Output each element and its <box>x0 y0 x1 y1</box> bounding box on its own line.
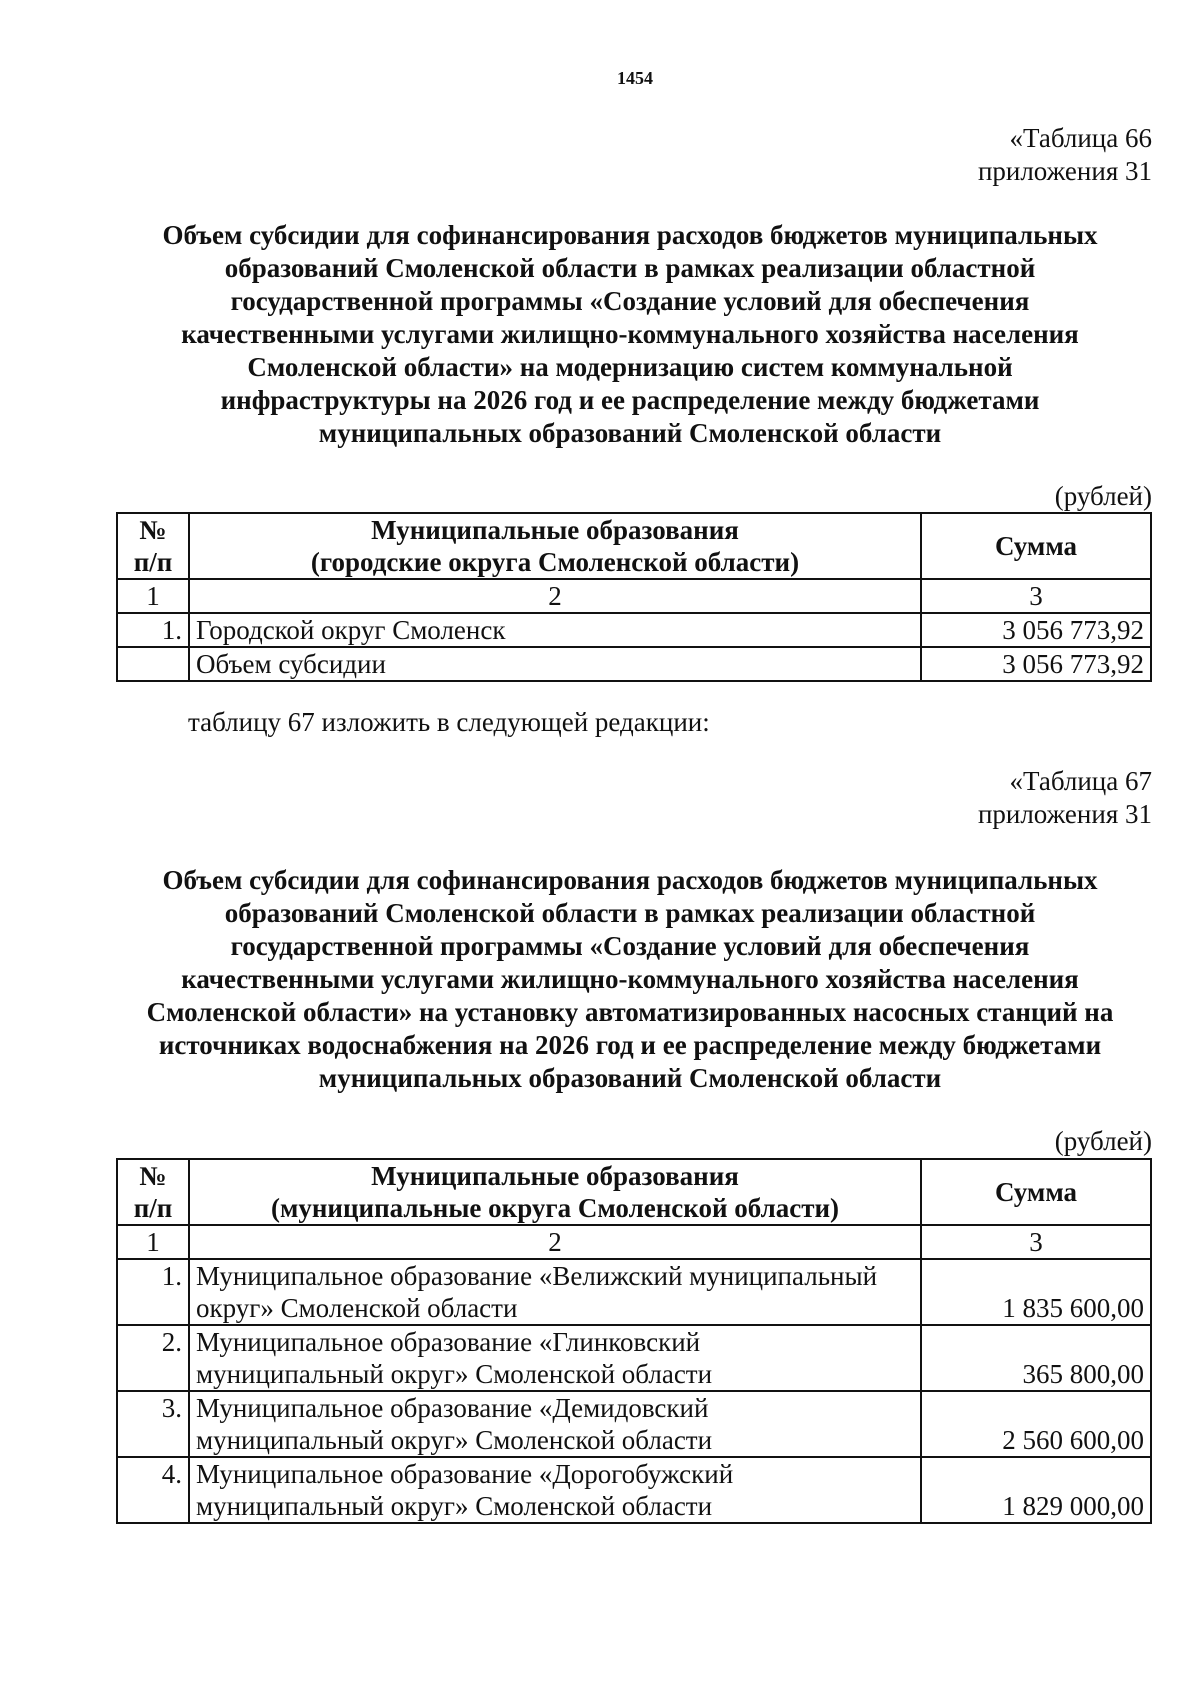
table-index-row: 1 2 3 <box>117 579 1151 613</box>
table66-unit: (рублей) <box>1054 481 1152 511</box>
heading-line: муниципальных образований Смоленской области <box>318 1063 942 1093</box>
table67 <box>116 1158 1152 1524</box>
heading-line: источниках водоснабжения на 2026 год и ее распределение между бюджетами <box>158 1030 1102 1060</box>
table67-unit: (рублей) <box>1054 1126 1152 1156</box>
table67-ref-line1: «Таблица 67 <box>1009 766 1152 796</box>
table-row: 3. Муниципальное образование «Демидовский муниципальный округ» Смоленской области 2 560 600,00 <box>117 1391 1151 1457</box>
header-sum: Сумма <box>921 1159 1151 1225</box>
table-row: 1. Муниципальное образование «Велижский муниципальный округ» Смоленской области 1 835 600,00 <box>117 1259 1151 1325</box>
header-municipalities: Муниципальные образования (муниципальные округа Смоленской области) <box>189 1159 921 1225</box>
heading-line: качественными услугами жилищно-коммунального хозяйства населения <box>181 964 1079 994</box>
table67-heading <box>110 864 1150 1095</box>
table-total-row: Объем субсидии 3 056 773,92 <box>117 647 1151 681</box>
heading-line: Смоленской области» на установку автоматизированных насосных станций на <box>146 997 1114 1027</box>
table66-ref-line1: «Таблица 66 <box>1009 123 1152 153</box>
table-header-row <box>117 1159 1151 1225</box>
heading-line: государственной программы «Создание условий для обеспечения <box>230 286 1030 316</box>
table66-ref-line2: приложения 31 <box>977 156 1152 186</box>
table66 <box>116 512 1152 682</box>
table-index-row: 1 2 3 <box>117 1225 1151 1259</box>
heading-line: образований Смоленской области в рамках реализации областной <box>224 898 1036 928</box>
table-row: 1. Городской округ Смоленск 3 056 773,92 <box>117 613 1151 647</box>
table67-reference <box>978 765 1152 831</box>
header-sum: Сумма <box>921 513 1151 579</box>
header-number: № п/п <box>117 1159 189 1225</box>
heading-line: Объем субсидии для софинансирования расходов бюджетов муниципальных <box>162 865 1098 895</box>
heading-line: Смоленской области» на модернизацию систем коммунальной <box>247 352 1013 382</box>
header-number: № п/п <box>117 513 189 579</box>
heading-line: государственной программы «Создание условий для обеспечения <box>230 931 1030 961</box>
table66-reference <box>978 122 1152 188</box>
table-row: 4. Муниципальное образование «Дорогобужский муниципальный округ» Смоленской области 1 829 000,00 <box>117 1457 1151 1523</box>
page-number: 1454 <box>617 68 653 88</box>
table-header-row <box>117 513 1151 579</box>
instruction-text: таблицу 67 изложить в следующей редакции: <box>188 707 710 737</box>
heading-line: муниципальных образований Смоленской области <box>318 418 942 448</box>
header-municipalities: Муниципальные образования (городские округа Смоленской области) <box>189 513 921 579</box>
table66-heading <box>110 219 1150 450</box>
heading-line: качественными услугами жилищно-коммунального хозяйства населения <box>181 319 1079 349</box>
table-row: 2. Муниципальное образование «Глинковский муниципальный округ» Смоленской области 365 800,00 <box>117 1325 1151 1391</box>
table67-ref-line2: приложения 31 <box>977 799 1152 829</box>
heading-line: инфраструктуры на 2026 год и ее распределение между бюджетами <box>220 385 1040 415</box>
heading-line: образований Смоленской области в рамках реализации областной <box>224 253 1036 283</box>
heading-line: Объем субсидии для софинансирования расходов бюджетов муниципальных <box>162 220 1098 250</box>
